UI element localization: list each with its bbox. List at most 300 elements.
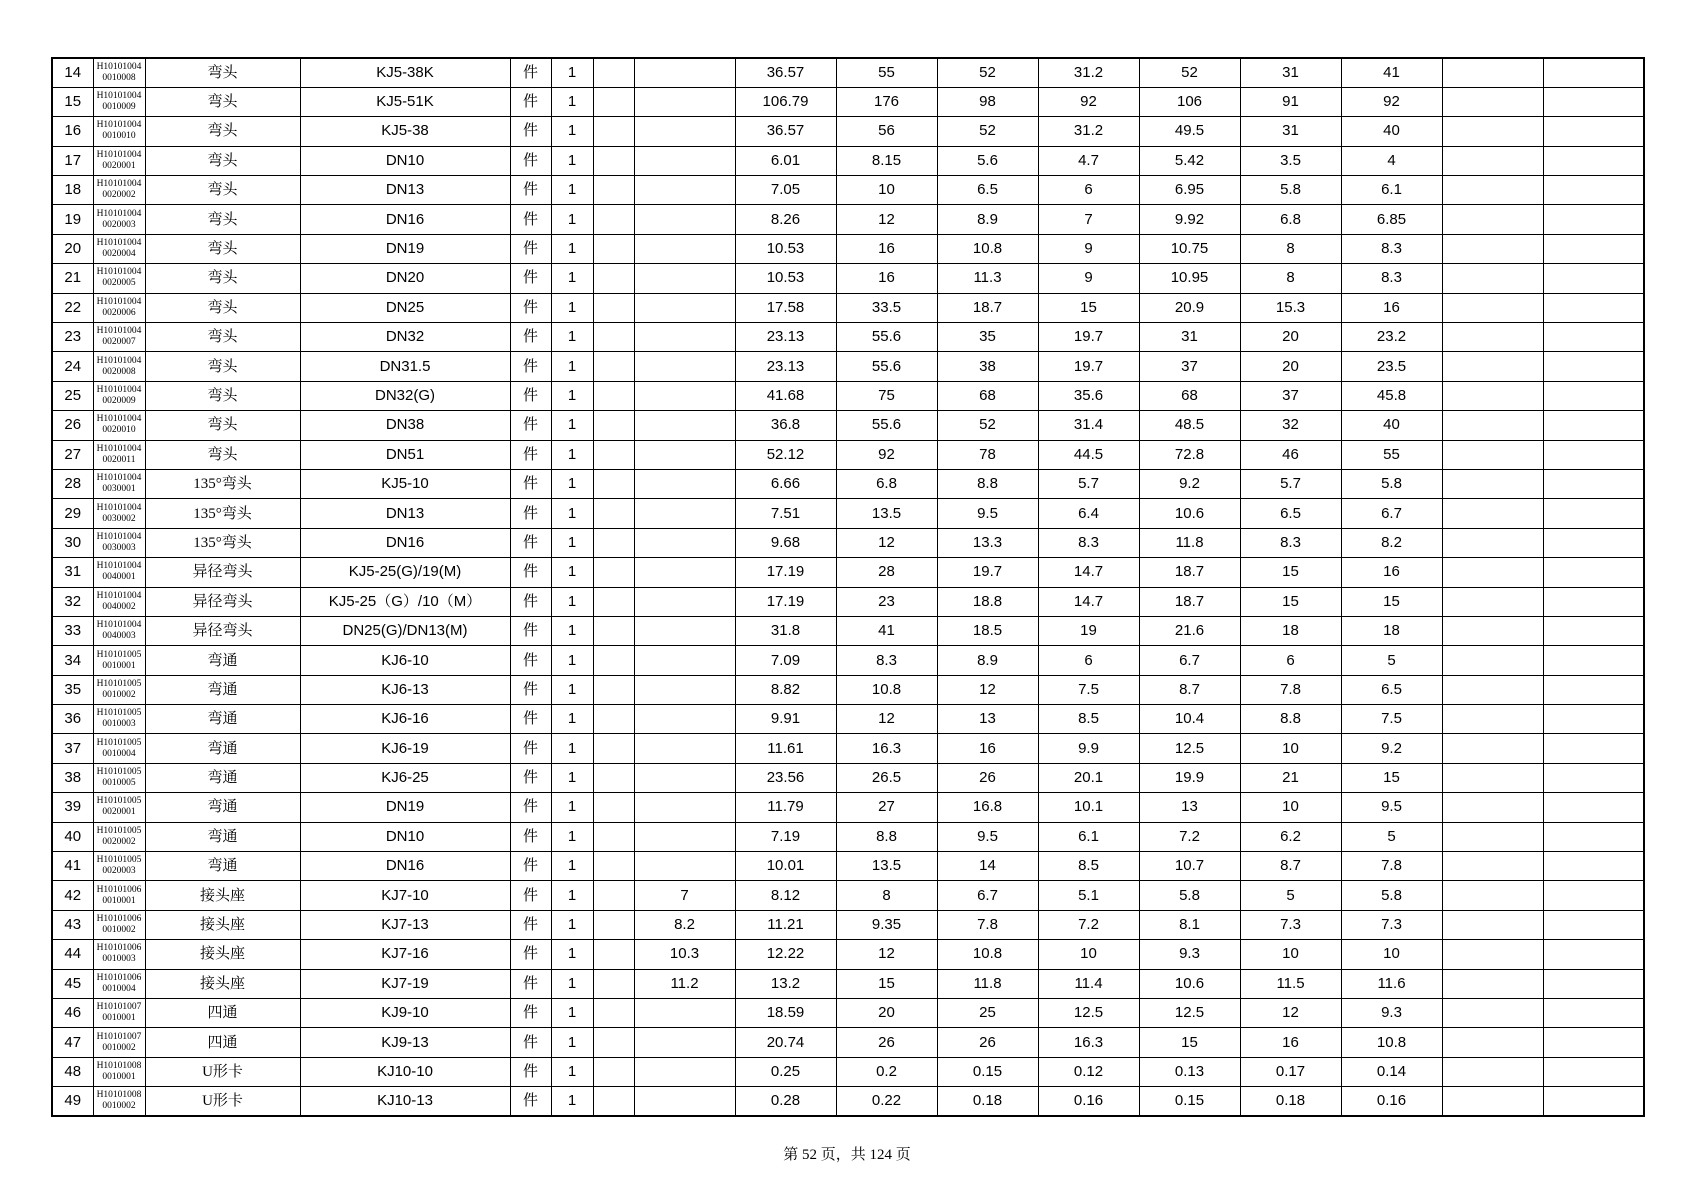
item-unit: 件: [510, 469, 551, 498]
item-code-cell: [93, 499, 145, 528]
item-code-cell: [93, 381, 145, 410]
item-spec: DN16: [300, 528, 510, 557]
price-value-cell: 75: [836, 381, 937, 410]
table-row: [52, 852, 1644, 881]
empty-cell: [1442, 1087, 1543, 1116]
item-code-line: H10101004: [96, 414, 142, 425]
price-value-cell: 6: [1240, 646, 1341, 675]
price-value-cell: 23.56: [735, 763, 836, 792]
item-unit: 件: [510, 381, 551, 410]
extra-value-cell: [634, 264, 735, 293]
extra-value-cell: [634, 675, 735, 704]
item-unit: 件: [510, 646, 551, 675]
empty-cell: [1543, 969, 1644, 998]
price-value-cell: 40: [1341, 117, 1442, 146]
price-value-cell: 5.8: [1240, 176, 1341, 205]
item-code-line: H10101004: [96, 531, 142, 542]
empty-cell: [1442, 587, 1543, 616]
table-row: [52, 587, 1644, 616]
table-row: [52, 940, 1644, 969]
item-code-line: 0010002: [102, 689, 136, 700]
price-value-cell: 5.8: [1341, 881, 1442, 910]
item-spec: DN13: [300, 176, 510, 205]
price-value-cell: 92: [836, 440, 937, 469]
price-value-cell: 8: [1240, 234, 1341, 263]
empty-cell: [1543, 352, 1644, 381]
price-value-cell: 19.9: [1139, 763, 1240, 792]
price-value-cell: 0.17: [1240, 1057, 1341, 1086]
item-code-line: H10101008: [96, 1090, 142, 1101]
empty-cell: [593, 1057, 634, 1086]
price-value-cell: 52: [937, 117, 1038, 146]
item-unit: 件: [510, 264, 551, 293]
row-number: 29: [52, 499, 93, 528]
item-quantity: 1: [551, 205, 593, 234]
row-number: 33: [52, 616, 93, 645]
item-quantity: 1: [551, 58, 593, 87]
item-spec: KJ7-10: [300, 881, 510, 910]
item-quantity: 1: [551, 969, 593, 998]
item-code-line: 0010002: [102, 1101, 136, 1112]
price-value-cell: 36.57: [735, 58, 836, 87]
empty-cell: [1442, 440, 1543, 469]
price-value-cell: 46: [1240, 440, 1341, 469]
empty-cell: [1543, 323, 1644, 352]
empty-cell: [593, 675, 634, 704]
empty-cell: [593, 234, 634, 263]
price-value-cell: 68: [1139, 381, 1240, 410]
row-number: 44: [52, 940, 93, 969]
price-value-cell: 31.4: [1038, 411, 1139, 440]
item-name: 弯通: [145, 763, 300, 792]
price-value-cell: 6.01: [735, 146, 836, 175]
item-code-line: 0010001: [102, 1071, 136, 1082]
item-spec: DN19: [300, 234, 510, 263]
empty-cell: [593, 1087, 634, 1116]
item-unit: 件: [510, 1057, 551, 1086]
table-row: [52, 881, 1644, 910]
empty-cell: [1543, 146, 1644, 175]
price-value-cell: 41: [836, 616, 937, 645]
item-spec: KJ7-19: [300, 969, 510, 998]
price-value-cell: 18.8: [937, 587, 1038, 616]
item-spec: KJ10-13: [300, 1087, 510, 1116]
item-code-line: H10101005: [96, 708, 142, 719]
empty-cell: [1543, 999, 1644, 1028]
item-name: 弯通: [145, 675, 300, 704]
empty-cell: [1442, 176, 1543, 205]
price-value-cell: 10: [1341, 940, 1442, 969]
parts-price-table: [51, 57, 1645, 1117]
row-number: 48: [52, 1057, 93, 1086]
price-value-cell: 6.5: [1240, 499, 1341, 528]
item-unit: 件: [510, 205, 551, 234]
empty-cell: [1442, 675, 1543, 704]
item-code-cell: [93, 763, 145, 792]
item-code-cell: [93, 969, 145, 998]
empty-cell: [1442, 734, 1543, 763]
empty-cell: [593, 822, 634, 851]
item-code-line: H10101004: [96, 473, 142, 484]
row-number: 22: [52, 293, 93, 322]
price-value-cell: 92: [1341, 87, 1442, 116]
item-unit: 件: [510, 587, 551, 616]
price-value-cell: 5.6: [937, 146, 1038, 175]
table-row: [52, 323, 1644, 352]
item-name: 弯通: [145, 793, 300, 822]
price-value-cell: 9.92: [1139, 205, 1240, 234]
item-code-cell: [93, 1028, 145, 1057]
item-spec: DN25(G)/DN13(M): [300, 616, 510, 645]
item-code-line: 0020003: [102, 866, 136, 877]
item-code-line: H10101005: [96, 767, 142, 778]
item-code-line: 0010001: [102, 895, 136, 906]
empty-cell: [593, 87, 634, 116]
item-unit: 件: [510, 940, 551, 969]
price-value-cell: 10.6: [1139, 499, 1240, 528]
price-value-cell: 11.8: [937, 969, 1038, 998]
item-code-line: 0020002: [102, 836, 136, 847]
empty-cell: [1543, 587, 1644, 616]
item-code-line: H10101004: [96, 355, 142, 366]
price-value-cell: 0.25: [735, 1057, 836, 1086]
item-code-line: H10101004: [96, 91, 142, 102]
row-number: 41: [52, 852, 93, 881]
empty-cell: [593, 117, 634, 146]
item-code-line: H10101004: [96, 590, 142, 601]
empty-cell: [1543, 646, 1644, 675]
price-value-cell: 7.05: [735, 176, 836, 205]
item-code-line: 0030002: [102, 513, 136, 524]
price-value-cell: 18: [1341, 616, 1442, 645]
item-code-line: H10101006: [96, 943, 142, 954]
row-number: 16: [52, 117, 93, 146]
item-code-cell: [93, 734, 145, 763]
item-quantity: 1: [551, 1028, 593, 1057]
item-code-line: H10101004: [96, 384, 142, 395]
price-value-cell: 9.2: [1139, 469, 1240, 498]
price-value-cell: 16: [836, 234, 937, 263]
item-code-line: H10101005: [96, 855, 142, 866]
item-unit: 件: [510, 440, 551, 469]
price-value-cell: 176: [836, 87, 937, 116]
extra-value-cell: [634, 87, 735, 116]
price-value-cell: 0.13: [1139, 1057, 1240, 1086]
empty-cell: [1442, 381, 1543, 410]
empty-cell: [1442, 469, 1543, 498]
price-value-cell: 18.5: [937, 616, 1038, 645]
item-code-line: 0010003: [102, 719, 136, 730]
table-row: [52, 499, 1644, 528]
item-code-line: H10101005: [96, 649, 142, 660]
empty-cell: [1442, 146, 1543, 175]
extra-value-cell: [634, 117, 735, 146]
extra-value-cell: [634, 176, 735, 205]
row-number: 23: [52, 323, 93, 352]
item-spec: KJ7-16: [300, 940, 510, 969]
item-quantity: 1: [551, 87, 593, 116]
price-value-cell: 12.22: [735, 940, 836, 969]
price-value-cell: 14: [937, 852, 1038, 881]
empty-cell: [1543, 1087, 1644, 1116]
empty-cell: [1543, 940, 1644, 969]
table-row: [52, 793, 1644, 822]
empty-cell: [1543, 763, 1644, 792]
extra-value-cell: [634, 616, 735, 645]
empty-cell: [1442, 234, 1543, 263]
price-value-cell: 7.19: [735, 822, 836, 851]
table-row: [52, 264, 1644, 293]
price-value-cell: 6.7: [937, 881, 1038, 910]
price-value-cell: 35.6: [1038, 381, 1139, 410]
item-code-line: 0010002: [102, 1042, 136, 1053]
item-name: 接头座: [145, 940, 300, 969]
price-value-cell: 19.7: [1038, 323, 1139, 352]
price-value-cell: 18.7: [1139, 587, 1240, 616]
item-unit: 件: [510, 528, 551, 557]
item-name: U形卡: [145, 1087, 300, 1116]
empty-cell: [593, 469, 634, 498]
item-spec: DN31.5: [300, 352, 510, 381]
price-value-cell: 6.8: [1240, 205, 1341, 234]
row-number: 15: [52, 87, 93, 116]
item-code-line: H10101006: [96, 914, 142, 925]
price-value-cell: 8: [836, 881, 937, 910]
item-spec: KJ5-25(G)/19(M): [300, 558, 510, 587]
item-unit: 件: [510, 969, 551, 998]
item-code-line: 0010008: [102, 72, 136, 83]
item-code-line: H10101004: [96, 326, 142, 337]
item-code-cell: [93, 58, 145, 87]
price-value-cell: 6.5: [1341, 675, 1442, 704]
price-value-cell: 18.7: [937, 293, 1038, 322]
price-value-cell: 9: [1038, 264, 1139, 293]
price-value-cell: 8.3: [836, 646, 937, 675]
price-value-cell: 68: [937, 381, 1038, 410]
price-value-cell: 31: [1240, 58, 1341, 87]
item-code-cell: [93, 440, 145, 469]
item-name: 弯头: [145, 293, 300, 322]
row-number: 14: [52, 58, 93, 87]
price-value-cell: 23.13: [735, 352, 836, 381]
price-value-cell: 106: [1139, 87, 1240, 116]
price-value-cell: 8.5: [1038, 705, 1139, 734]
price-value-cell: 12: [1240, 999, 1341, 1028]
row-number: 24: [52, 352, 93, 381]
price-value-cell: 8.9: [937, 646, 1038, 675]
item-quantity: 1: [551, 469, 593, 498]
price-value-cell: 16.8: [937, 793, 1038, 822]
price-value-cell: 15: [1341, 587, 1442, 616]
price-value-cell: 19.7: [1038, 352, 1139, 381]
price-value-cell: 16: [937, 734, 1038, 763]
item-quantity: 1: [551, 528, 593, 557]
item-code-line: 0020007: [102, 337, 136, 348]
item-name: 接头座: [145, 969, 300, 998]
price-value-cell: 8.82: [735, 675, 836, 704]
price-value-cell: 19.7: [937, 558, 1038, 587]
table-row: [52, 146, 1644, 175]
item-code-line: H10101004: [96, 61, 142, 72]
price-value-cell: 41: [1341, 58, 1442, 87]
row-number: 37: [52, 734, 93, 763]
table-row: [52, 1087, 1644, 1116]
price-value-cell: 52.12: [735, 440, 836, 469]
empty-cell: [1543, 881, 1644, 910]
item-quantity: 1: [551, 646, 593, 675]
item-code-line: 0020010: [102, 425, 136, 436]
price-value-cell: 13: [1139, 793, 1240, 822]
price-value-cell: 6.4: [1038, 499, 1139, 528]
price-value-cell: 31: [1139, 323, 1240, 352]
item-code-line: 0010004: [102, 983, 136, 994]
item-quantity: 1: [551, 881, 593, 910]
price-value-cell: 12: [937, 675, 1038, 704]
item-code-cell: [93, 616, 145, 645]
item-code-line: 0010001: [102, 660, 136, 671]
item-unit: 件: [510, 616, 551, 645]
price-value-cell: 78: [937, 440, 1038, 469]
price-value-cell: 10.8: [1341, 1028, 1442, 1057]
item-code-line: 0020001: [102, 807, 136, 818]
item-quantity: 1: [551, 852, 593, 881]
price-value-cell: 0.14: [1341, 1057, 1442, 1086]
extra-value-cell: [634, 822, 735, 851]
item-code-line: 0020001: [102, 160, 136, 171]
item-unit: 件: [510, 1087, 551, 1116]
price-value-cell: 19: [1038, 616, 1139, 645]
row-number: 26: [52, 411, 93, 440]
price-value-cell: 10.53: [735, 264, 836, 293]
price-value-cell: 0.28: [735, 1087, 836, 1116]
item-name: 弯头: [145, 87, 300, 116]
price-value-cell: 10.8: [937, 940, 1038, 969]
table-row: [52, 293, 1644, 322]
empty-cell: [1442, 999, 1543, 1028]
table-row: [52, 440, 1644, 469]
item-code-cell: [93, 558, 145, 587]
price-value-cell: 10: [1038, 940, 1139, 969]
item-quantity: 1: [551, 440, 593, 469]
item-code-line: H10101005: [96, 678, 142, 689]
item-code-cell: [93, 323, 145, 352]
item-name: 四通: [145, 1028, 300, 1057]
page-footer: 第 52 页，共 124 页: [783, 1147, 911, 1163]
item-unit: 件: [510, 323, 551, 352]
item-code-cell: [93, 822, 145, 851]
item-unit: 件: [510, 881, 551, 910]
price-value-cell: 26: [836, 1028, 937, 1057]
item-name: 接头座: [145, 910, 300, 939]
item-spec: DN20: [300, 264, 510, 293]
item-name: 弯头: [145, 176, 300, 205]
price-value-cell: 37: [1139, 352, 1240, 381]
empty-cell: [593, 705, 634, 734]
price-value-cell: 10.6: [1139, 969, 1240, 998]
empty-cell: [1442, 1057, 1543, 1086]
price-value-cell: 13: [937, 705, 1038, 734]
price-value-cell: 17.19: [735, 587, 836, 616]
item-quantity: 1: [551, 352, 593, 381]
item-name: 弯头: [145, 440, 300, 469]
price-value-cell: 5.8: [1139, 881, 1240, 910]
price-value-cell: 11.3: [937, 264, 1038, 293]
price-value-cell: 8.2: [1341, 528, 1442, 557]
price-value-cell: 7.5: [1341, 705, 1442, 734]
item-spec: KJ5-10: [300, 469, 510, 498]
price-value-cell: 11.61: [735, 734, 836, 763]
item-name: 弯头: [145, 205, 300, 234]
item-quantity: 1: [551, 558, 593, 587]
item-spec: DN10: [300, 146, 510, 175]
row-number: 20: [52, 234, 93, 263]
item-unit: 件: [510, 763, 551, 792]
price-value-cell: 55.6: [836, 411, 937, 440]
item-unit: 件: [510, 910, 551, 939]
item-spec: DN32: [300, 323, 510, 352]
empty-cell: [1543, 528, 1644, 557]
item-name: 异径弯头: [145, 587, 300, 616]
table-row: [52, 646, 1644, 675]
empty-cell: [593, 146, 634, 175]
item-quantity: 1: [551, 117, 593, 146]
price-value-cell: 31.2: [1038, 117, 1139, 146]
empty-cell: [1543, 234, 1644, 263]
price-value-cell: 16.3: [1038, 1028, 1139, 1057]
price-value-cell: 31: [1240, 117, 1341, 146]
empty-cell: [1543, 205, 1644, 234]
row-number: 19: [52, 205, 93, 234]
empty-cell: [1442, 205, 1543, 234]
price-value-cell: 52: [937, 411, 1038, 440]
item-code-line: 0020002: [102, 190, 136, 201]
price-value-cell: 6.2: [1240, 822, 1341, 851]
price-value-cell: 15: [1038, 293, 1139, 322]
empty-cell: [1442, 117, 1543, 146]
empty-cell: [1543, 499, 1644, 528]
price-value-cell: 8.5: [1038, 852, 1139, 881]
price-value-cell: 9.5: [1341, 793, 1442, 822]
price-value-cell: 12.5: [1139, 999, 1240, 1028]
item-spec: KJ6-25: [300, 763, 510, 792]
price-value-cell: 49.5: [1139, 117, 1240, 146]
item-code-line: 0020003: [102, 219, 136, 230]
price-value-cell: 7: [1038, 205, 1139, 234]
row-number: 31: [52, 558, 93, 587]
table-row: [52, 234, 1644, 263]
price-value-cell: 6: [1038, 646, 1139, 675]
empty-cell: [1543, 558, 1644, 587]
price-value-cell: 14.7: [1038, 558, 1139, 587]
price-value-cell: 48.5: [1139, 411, 1240, 440]
price-value-cell: 6: [1038, 176, 1139, 205]
empty-cell: [1442, 58, 1543, 87]
price-value-cell: 12: [836, 940, 937, 969]
extra-value-cell: [634, 381, 735, 410]
empty-cell: [593, 646, 634, 675]
price-value-cell: 28: [836, 558, 937, 587]
price-value-cell: 55: [836, 58, 937, 87]
price-value-cell: 9.3: [1139, 940, 1240, 969]
extra-value-cell: [634, 323, 735, 352]
empty-cell: [1442, 558, 1543, 587]
extra-value-cell: [634, 558, 735, 587]
table-row: [52, 675, 1644, 704]
item-spec: KJ6-13: [300, 675, 510, 704]
empty-cell: [1442, 646, 1543, 675]
price-value-cell: 106.79: [735, 87, 836, 116]
price-value-cell: 20: [1240, 352, 1341, 381]
